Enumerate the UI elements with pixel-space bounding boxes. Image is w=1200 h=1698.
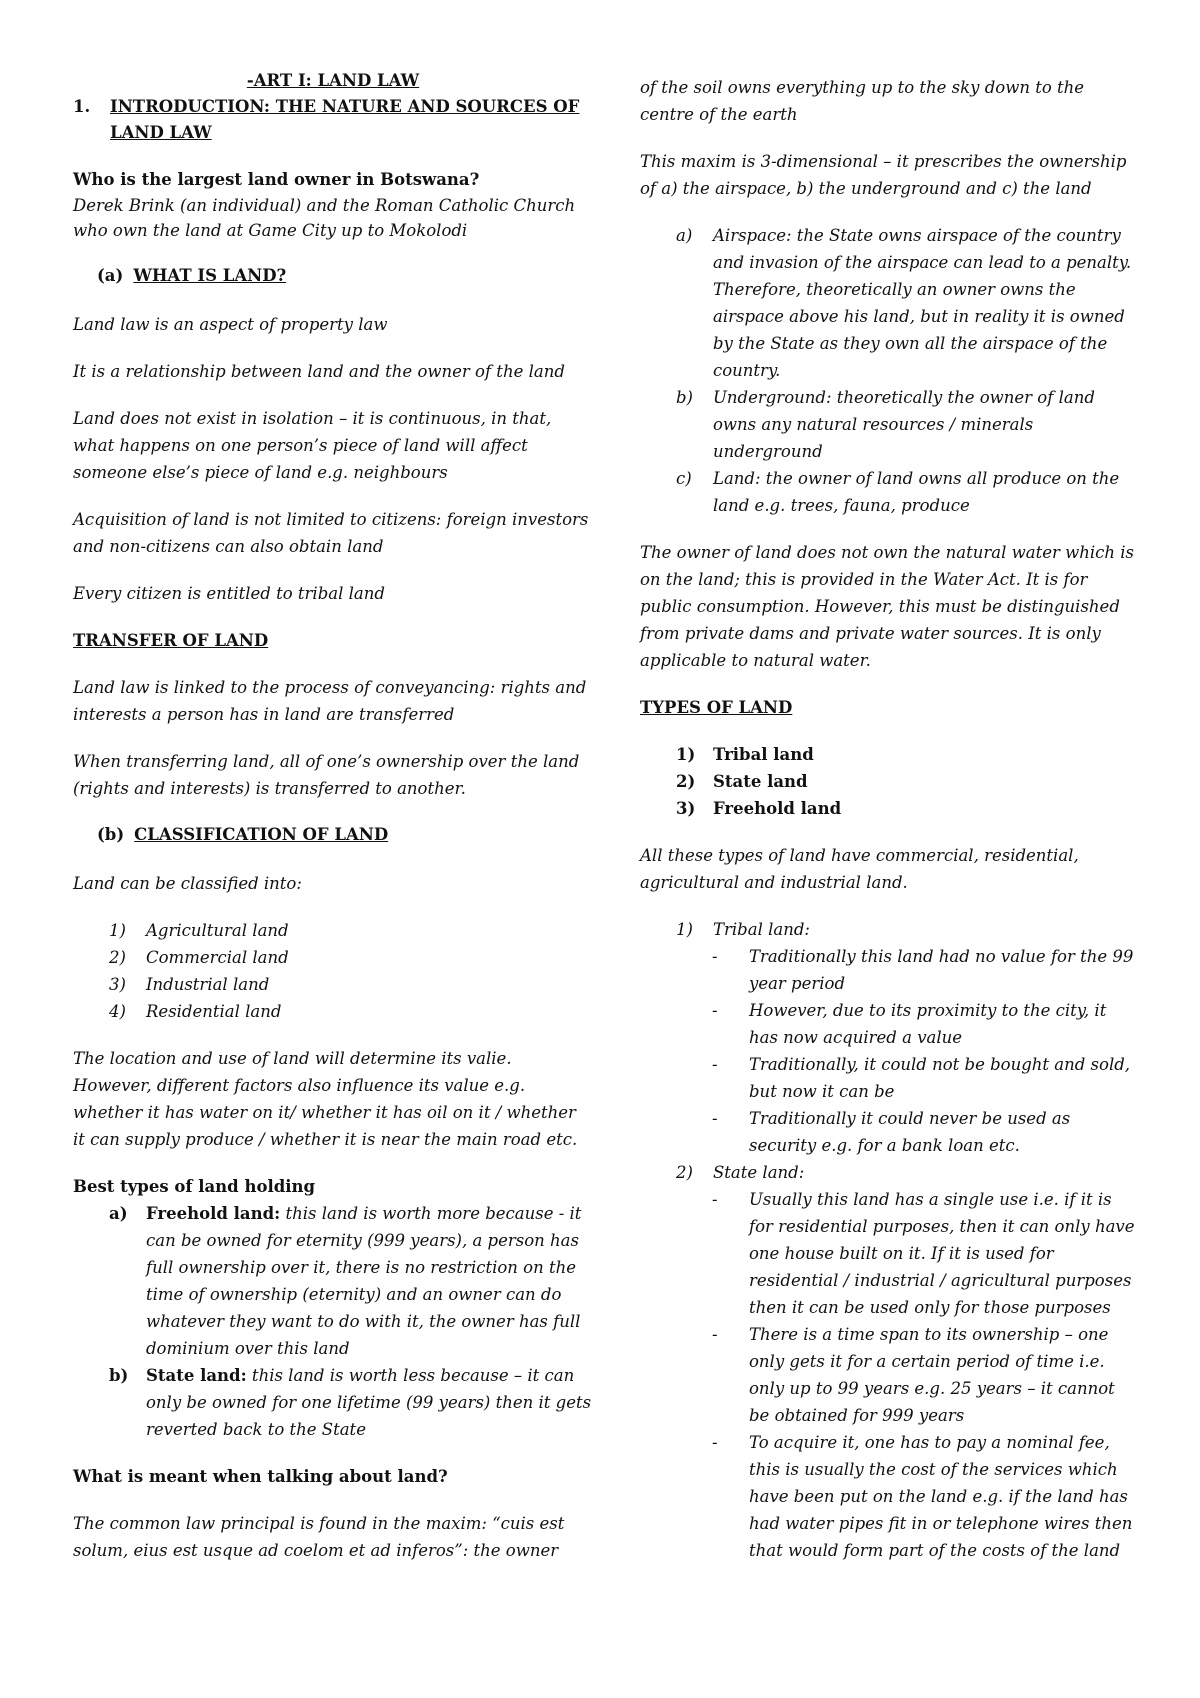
- list-marker: 4): [109, 1002, 126, 1021]
- list-item: [640, 384, 1140, 465]
- list-marker: a): [676, 226, 693, 245]
- tribal-land-item: [640, 916, 1140, 943]
- list-marker: 2): [676, 1163, 693, 1182]
- state-land-item: [640, 1159, 1140, 1186]
- classification-heading: [97, 822, 593, 848]
- paragraph: of the soil owns everything up to the sky down to the centre of the earth: [640, 78, 1085, 124]
- heading-label: (a): [97, 266, 124, 285]
- list-text: State land: [713, 772, 808, 791]
- list-text: Tribal land: [713, 745, 814, 764]
- list-text: Industrial land: [146, 975, 270, 994]
- list-marker: 2): [109, 948, 126, 967]
- list-text: However, due to its proximity to the city, it has now acquired a value: [749, 1001, 1107, 1047]
- holding-list: [73, 1200, 593, 1443]
- list-text: Traditionally this land had no value for the 99 year period: [749, 947, 1134, 993]
- paragraph: Land law is linked to the process of conveyancing: rights and interests a person has in land are transferred: [73, 678, 587, 724]
- types-list: [640, 741, 1140, 822]
- paragraph: Every citizen is entitled to tribal land: [73, 584, 385, 603]
- list-text: Usually this land has a single use i.e. if it is for residential purposes, then it can only have one house built on it. If it is used for residential / industrial / agricultural purposes then it can be used only for those purposes: [749, 1190, 1135, 1317]
- paragraph: The common law principal is found in the maxim: “cuis est solum, eius est usque ad coelom et ad inferos”: the owner: [73, 1514, 565, 1560]
- paragraph: The location and use of land will determine its valie. However, different factors also influence its value e.g. whether it has water on it/ whether it has oil on it / whether it can supply produce / whether it is near the main road etc.: [73, 1049, 578, 1149]
- list-text: Land: the owner of land owns all produce on the land e.g. trees, fauna, produce: [713, 469, 1120, 515]
- list-item: [640, 465, 1140, 519]
- meant-heading: What is meant when talking about land?: [73, 1467, 448, 1486]
- classification-list: [73, 917, 593, 1025]
- what-is-land-heading: [97, 263, 593, 289]
- list-marker: 1): [676, 920, 693, 939]
- list-marker: 1): [109, 921, 126, 940]
- list-marker: 2): [676, 772, 696, 791]
- state-points: [640, 1186, 1140, 1564]
- list-item: [640, 795, 1140, 822]
- list-item: [640, 943, 1140, 997]
- list-item: [640, 997, 1140, 1051]
- list-item: [73, 1200, 593, 1362]
- paragraph: It is a relationship between land and the owner of the land: [73, 362, 565, 381]
- section-number: 1.: [73, 97, 91, 116]
- list-text: To acquire it, one has to pay a nominal fee, this is usually the cost of the services which have been put on the land e.g. if the land has had water pipes fit in or telephone wires then that would form part of the costs of the land: [749, 1433, 1133, 1560]
- heading-title: WHAT IS LAND?: [133, 266, 287, 285]
- list-text: Underground: theoretically the owner of land owns any natural resources / minerals underground: [713, 388, 1095, 461]
- list-text: Agricultural land: [146, 921, 289, 940]
- section-heading: [73, 94, 593, 146]
- list-item: [640, 1429, 1140, 1564]
- list-text: Residential land: [146, 1002, 282, 1021]
- list-text: State land:: [713, 1163, 805, 1182]
- list-text: Traditionally, it could not be bought and sold, but now it can be: [749, 1055, 1131, 1101]
- dash-marker: -: [712, 1433, 718, 1452]
- heading-label: (b): [97, 825, 125, 844]
- list-text: Traditionally it could never be used as security e.g. for a bank loan etc.: [749, 1109, 1071, 1155]
- item-head: Freehold land:: [146, 1204, 281, 1223]
- list-text: Freehold land: [713, 799, 842, 818]
- list-item: [640, 916, 1140, 943]
- paragraph: Land can be classified into:: [73, 874, 302, 893]
- paragraph: Acquisition of land is not limited to citizens: foreign investors and non-citizens can also obtain land: [73, 510, 589, 556]
- part-title: -ART I: LAND LAW: [246, 71, 420, 90]
- list-item: [640, 1159, 1140, 1186]
- heading-title: CLASSIFICATION OF LAND: [134, 825, 389, 844]
- right-column: [640, 74, 1140, 1564]
- paragraph: Land law is an aspect of property law: [73, 315, 388, 334]
- list-item: [640, 741, 1140, 768]
- transfer-heading: TRANSFER OF LAND: [73, 631, 269, 650]
- largest-owner-answer: Derek Brink (an individual) and the Roman Catholic Church who own the land at Game City up to Mokolodi: [73, 196, 576, 240]
- types-heading: TYPES OF LAND: [640, 698, 793, 717]
- list-marker: a): [109, 1204, 128, 1223]
- dash-marker: -: [712, 1055, 718, 1074]
- dash-marker: -: [712, 947, 718, 966]
- list-item: [73, 998, 593, 1025]
- list-marker: 1): [676, 745, 696, 764]
- best-types-heading: Best types of land holding: [73, 1177, 316, 1196]
- list-text: Tribal land:: [713, 920, 810, 939]
- paragraph: The owner of land does not own the natural water which is on the land; this is provided in the Water Act. It is for public consumption. However, this must be distinguished from private dams and private water sources. It is only applicable to natural water.: [640, 543, 1135, 670]
- list-item: [640, 1186, 1140, 1321]
- list-item: [640, 768, 1140, 795]
- list-item: [73, 944, 593, 971]
- list-item: [73, 1362, 593, 1443]
- tribal-points: [640, 943, 1140, 1159]
- list-item: [640, 1105, 1140, 1159]
- list-item: [640, 1321, 1140, 1429]
- list-marker: 3): [109, 975, 126, 994]
- list-text: There is a time span to its ownership – one only gets it for a certain period of time i.e. only up to 99 years e.g. 25 years – it cannot be obtained for 999 years: [749, 1325, 1115, 1425]
- list-item: [640, 222, 1140, 384]
- item-body: this land is worth more because - it can be owned for eternity (999 years), a person has full ownership over it, there is no restriction on the time of ownership (eternity) and an owner can do whatever they want to do with it, the owner has full dominium over this land: [146, 1204, 582, 1358]
- list-item: [640, 1051, 1140, 1105]
- item-head: State land:: [146, 1366, 247, 1385]
- dimension-list: [640, 222, 1140, 519]
- dash-marker: -: [712, 1109, 718, 1128]
- left-column: [73, 68, 593, 1584]
- paragraph: When transferring land, all of one’s ownership over the land (rights and interests) is transferred to another.: [73, 752, 580, 798]
- item-body: this land is worth less because – it can only be owned for one lifetime (99 years) then it gets reverted back to the State: [146, 1366, 592, 1439]
- list-text: Airspace: the State owns airspace of the country and invasion of the airspace can lead to a penalty. Therefore, theoretically an owner owns the airspace above his land, but in reality it is owned by the State as they own all the airspace of the country.: [713, 226, 1132, 380]
- dash-marker: -: [712, 1190, 718, 1209]
- list-marker: c): [676, 469, 692, 488]
- list-marker: 3): [676, 799, 696, 818]
- list-item: [73, 917, 593, 944]
- list-item: [73, 971, 593, 998]
- list-text: Commercial land: [146, 948, 289, 967]
- list-marker: b): [109, 1366, 129, 1385]
- paragraph: Land does not exist in isolation – it is continuous, in that, what happens on one person’s piece of land will affect someone else’s piece of land e.g. neighbours: [73, 409, 552, 482]
- paragraph: This maxim is 3-dimensional – it prescribes the ownership of a) the airspace, b) the underground and c) the land: [640, 152, 1127, 198]
- paragraph: All these types of land have commercial, residential, agricultural and industrial land.: [640, 846, 1079, 892]
- largest-owner-question: Who is the largest land owner in Botswana?: [73, 170, 480, 189]
- list-marker: b): [676, 388, 693, 407]
- section-title: INTRODUCTION: THE NATURE AND SOURCES OF LAND LAW: [110, 97, 580, 142]
- dash-marker: -: [712, 1001, 718, 1020]
- dash-marker: -: [712, 1325, 718, 1344]
